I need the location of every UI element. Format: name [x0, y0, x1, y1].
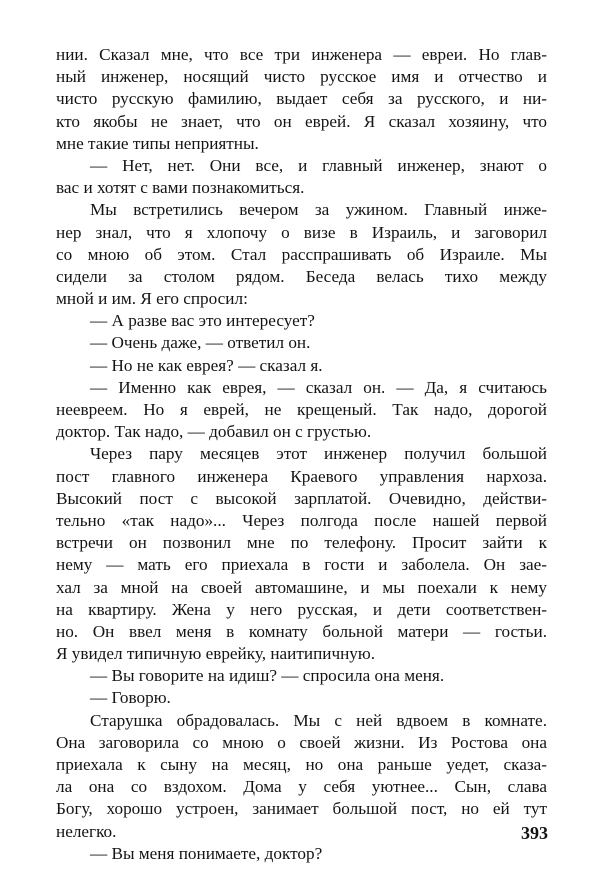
text-line: — Вы меня понимаете, доктор? — [90, 843, 323, 863]
text-line: хал за мной на своей автомашине, и мы поехали к нему — [56, 577, 547, 597]
text-line: мне такие типы неприятны. — [56, 133, 259, 153]
text-line: нер знал, что я хлопочу о визе в Израиль, и заговорил — [56, 222, 547, 242]
text-line: нему — мать его приехала в гости и заболела. Он зае- — [56, 555, 547, 575]
text-line: пост главного инженера Краевого управления нархоза. — [56, 466, 547, 486]
text-line: Мы встретились вечером за ужином. Главный инже- — [90, 200, 547, 220]
text-line: ла она со вздохом. Дома у себя уютнее... Сын, слава — [56, 777, 547, 797]
text-line: приехала к сыну на месяц, но она раньше уедет, сказа- — [56, 755, 547, 774]
text-line: — Вы говорите на идиш? — спросила она меня. — [90, 666, 445, 686]
text-line: доктор. Так надо, — добавил он с грустью. — [56, 422, 372, 442]
text-line: Она заговорила со мною о своей жизни. Из Ростова она — [56, 732, 547, 752]
text-line: неевреем. Но я еврей, не крещеный. Так надо, дорогой — [56, 400, 547, 419]
page-number: 393 — [521, 823, 548, 843]
text-line: ный инженер, носящий чисто русское имя и отчество и — [56, 67, 547, 87]
text-line: вас и хотят с вами познакомиться. — [56, 178, 305, 198]
text-line: Старушка обрадовалась. Мы с ней вдвоем в комнате. — [90, 710, 547, 730]
text-line: кто якобы не знает, что он еврей. Я сказал хозяину, что — [56, 111, 547, 131]
text-line: — Но не как еврея? — сказал я. — [90, 355, 323, 375]
text-line: Богу, хорошо устроен, занимает большой пост, но ей тут — [56, 799, 547, 819]
text-line: — Говорю. — [90, 688, 171, 708]
text-line: Через пару месяцев этот инженер получил большой — [90, 444, 547, 464]
text-line: нелегко. — [56, 821, 117, 841]
text-line: Высокий пост с высокой зарплатой. Очевидно, действи- — [56, 488, 547, 508]
text-line: со мною об этом. Стал расспрашивать об Израиле. Мы — [56, 244, 547, 264]
text-line: сидели за столом рядом. Беседа велась тихо между — [56, 266, 547, 286]
text-line: — Очень даже, — ответил он. — [90, 333, 311, 353]
text-line: — Именно как еврея, — сказал он. — Да, я считаюсь — [90, 377, 547, 397]
text-line: но. Он ввел меня в комнату больной матери — гостьи. — [56, 621, 547, 641]
page-body-text — [56, 44, 547, 865]
text-line: мной и им. Я его спросил: — [56, 289, 248, 309]
text-line: нии. Сказал мне, что все три инженера — евреи. Но глав- — [56, 45, 547, 64]
text-line: Я увидел типичную еврейку, наитипичную. — [56, 644, 376, 664]
text-line: — Нет, нет. Они все, и главный инженер, знают о — [90, 155, 547, 175]
text-line: на квартиру. Жена у него русская, и дети соответствен- — [56, 599, 547, 619]
text-line: — А разве вас это интересует? — [90, 311, 315, 331]
text-line: встречи он позвонил мне по телефону. Просит зайти к — [56, 533, 547, 553]
text-line: чисто русскую фамилию, выдает себя за русского, и ни- — [56, 89, 547, 109]
text-line: тельно «так надо»... Через полгода после нашей первой — [56, 510, 547, 530]
